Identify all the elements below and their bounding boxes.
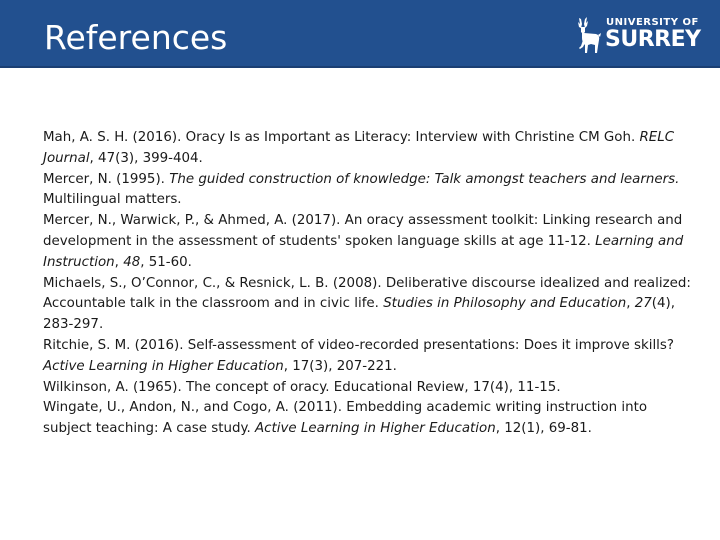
slide-header — [0, 0, 720, 68]
reference-item: Ritchie, S. M. (2016). Self-assessment of video-recorded presentations: Does it improve skills? Active Learning in Higher Education, 17(3), 207-221. — [43, 337, 674, 374]
logo-university-of: UNIVERSITY OF — [606, 17, 699, 28]
logo-surrey: SURREY — [605, 27, 701, 52]
reference-item: Wingate, U., Andon, N., and Cogo, A. (2011). Embedding academic writing instruction into subject teaching: A case study. Active Learning in Higher Education, 12(1), 69-81. — [43, 400, 648, 437]
reference-item: Mah, A. S. H. (2016). Oracy Is as Important as Literacy: Interview with Christine CM Goh. RELC Journal, 47(3), 399-404. — [43, 130, 675, 166]
reference-item: Wilkinson, A. (1965). The concept of oracy. Educational Review, 17(4), 11-15. — [43, 379, 561, 395]
stag-icon — [570, 16, 602, 54]
reference-list — [43, 128, 693, 440]
slide-title: References — [44, 18, 228, 57]
reference-item: Mercer, N., Warwick, P., & Ahmed, A. (2017). An oracy assessment toolkit: Linking research and development in the assessment of students' spoken language skills at age 11-12. Learning and Instruction, 48, 51-60. — [43, 213, 684, 270]
reference-item: Mercer, N. (1995). The guided construction of knowledge: Talk amongst teachers and learners. Multilingual matters. — [43, 171, 680, 208]
university-logo — [570, 16, 700, 56]
reference-item: Michaels, S., O’Connor, C., & Resnick, L. B. (2008). Deliberative discourse idealized and realized: Accountable talk in the classroom and in civic life. Studies in Philosophy and Education, 27(4), 283-297. — [43, 275, 691, 333]
